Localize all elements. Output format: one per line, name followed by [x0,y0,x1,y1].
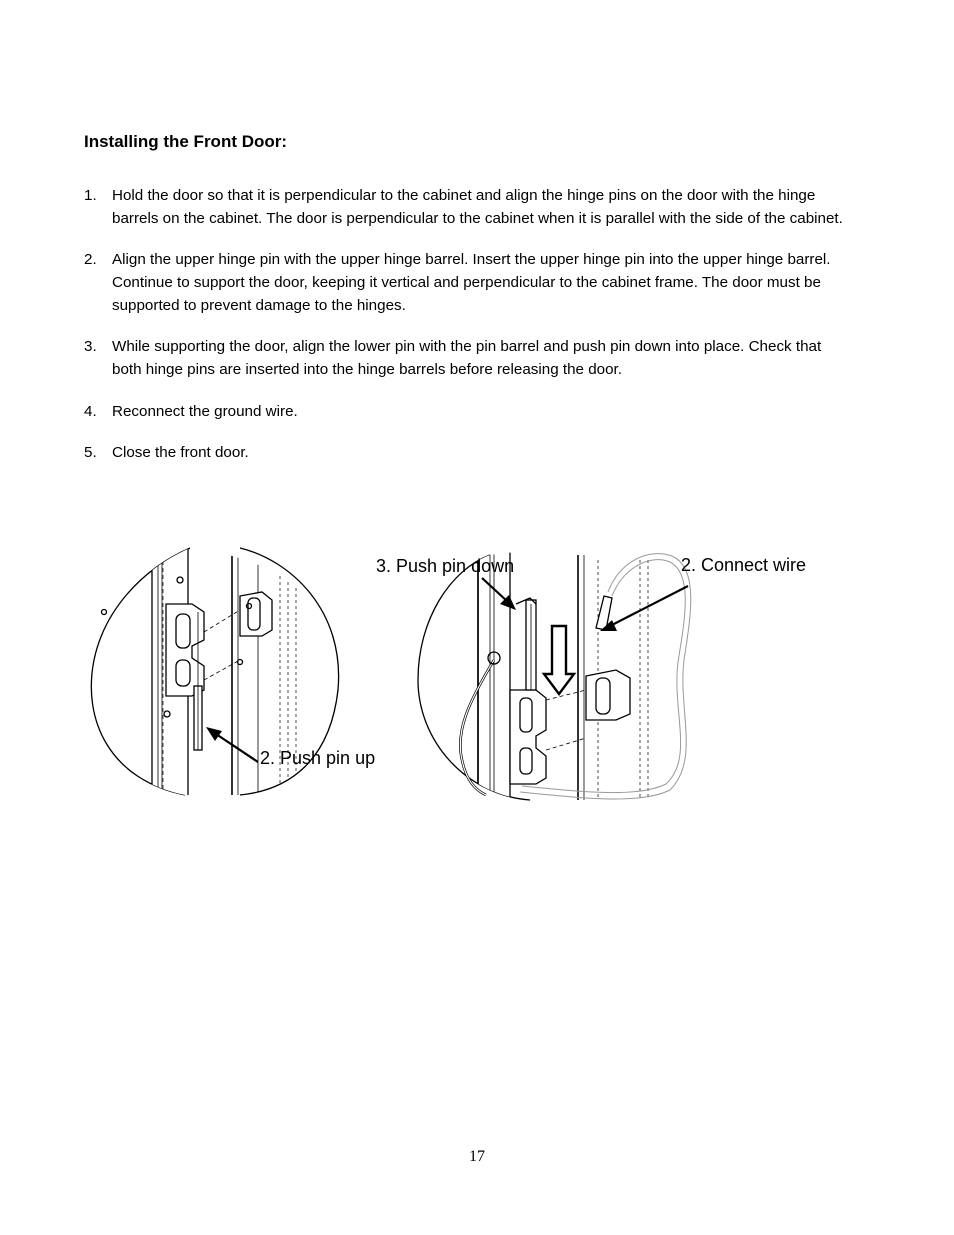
instruction-steps [84,184,854,464]
connect-wire-label: 2. Connect wire [681,555,807,575]
step-text: While supporting the door, align the lower pin with the pin barrel and push pin down into place. Check that both hinge pins are inserted into the hinge barrels before releasing the door. [112,338,822,378]
page-number: 17 [469,1148,485,1165]
hinge-installation-figure [0,540,954,820]
down-arrow-icon [544,626,574,694]
step-text: Hold the door so that it is perpendicular to the cabinet and align the hinge pins on the door with the hinge barrels on the cabinet. The door is perpendicular to the cabinet when it is parallel with the side of the cabinet. [112,187,843,227]
step-item [84,441,854,464]
step-number: 3. [84,338,97,355]
step-item [84,335,854,381]
step-number: 1. [84,187,97,204]
step-text: Reconnect the ground wire. [112,403,298,420]
step-item [84,400,854,423]
step-number: 4. [84,403,97,420]
step-item [84,184,854,230]
left-hinge-detail [91,540,338,810]
push-pin-up-label: 2. Push pin up [260,748,376,768]
step-text: Close the front door. [112,444,249,461]
push-pin-down-label: 3. Push pin down [376,556,515,576]
step-item [84,248,854,317]
step-number: 5. [84,444,97,461]
step-number: 2. [84,251,97,268]
step-text: Align the upper hinge pin with the upper hinge barrel. Insert the upper hinge pin into the upper hinge barrel. Continue to support the door, keeping it vertical and perpendicular to the cabinet frame. The door must be supported to prevent damage to the hinges. [112,251,831,314]
section-heading: Installing the Front Door: [84,132,288,151]
